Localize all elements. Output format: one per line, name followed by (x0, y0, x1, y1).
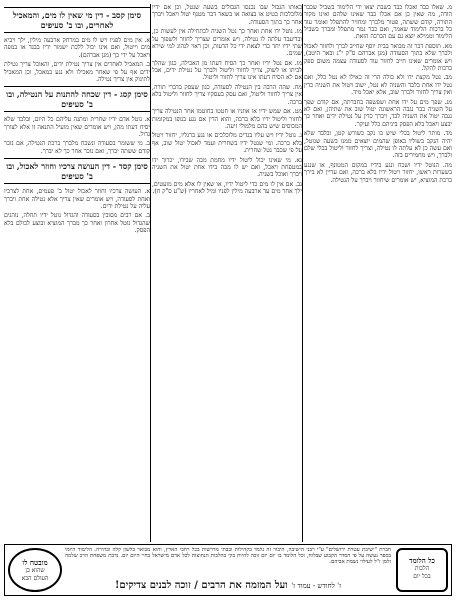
logo-line: העולם הבא (21, 575, 49, 582)
paragraph: באותו הגבול שבו נכנסו הגבולים בשעה שנטל, וכן אם ידיו מלוכלכות בטיט או בצואה או בשאר דבר מטנף יטול ויאכל ויברך אחר כך בתוך הסעודה. (152, 4, 302, 26)
footer-box (4, 544, 452, 596)
paragraph: א. העושה צרכיו וחוזר לאכול יטול ב' פעמים, אחת לצרכיו ואחת לסעודה, ויש אומרים שאין צריך אלא נטילה אחת ויברך עליה על נטילת ידים. (4, 188, 150, 210)
paragraph: מב. נטל מקצת ידו ולא כולה הרי זה כאילו לא נטל כלל, ואם נטל ידו אחת בלבד והשניה לא נטל, ישוב ויטול את השניה כדין ואין צריך לחזור ולברך שוב, אלא יאכל מיד. (304, 74, 452, 97)
logo-line: שהוא בן (25, 567, 45, 574)
paragraph: ב. אם רבים מסובין בסעודה והגדול נוטל ידיו תחלה, נוהגים שהגדול נוטל אחרון ואחר כך מברך המוציא ובוצע לכולם בלא הפסק. (4, 212, 150, 235)
paragraph: מה. הנוטל ידיו ושכח ונגע בידיו במקום המטונף, או שנגע בשערות ראשו, יחזור ויטול ידיו בלא ברכה, ואם עדיין לא בירך ברכת המוציא, יש אומרים שיחזור ויברך על הנטילה. (304, 161, 452, 184)
logo-line: כל הלומד (409, 556, 435, 565)
tagline-text: ועל המזמה את הרבים / זוכה לבנים צדיקים! (114, 580, 288, 591)
logo-line: מובטח לו (22, 558, 48, 567)
logo-line: הלכות (414, 565, 430, 572)
paragraph: א. אין מים לפניו ויש לו מים במרחק ארבעה מילין, ילך ויביא מים וייטול, ואם אינו יכול ללכת ישמור ידיו בבגד או במפה ויאכל על ידי כך (מגן אברהם). (4, 37, 150, 59)
paragraph: מו. נוטל ידו אחת ואחר כך נטל השניה לכתחילה אין לעשות כן, ובדיעבד עלתה לו נטילה, ויש אומרים שצריך לחזור ולשפוך על שתי ידיו יחד כדי לצאת ידי כל הדעות, וכן ראוי לנהוג למי שירא שמים. (152, 28, 302, 58)
section-heading: סימן קסג - דין שכחה להתנות על הנטילה, ובו ב' סעיפים (4, 86, 150, 112)
footer-text: חברת "ישיבת עטרת ירושלים" ע"י רבני הישיבה, חיבור זה נלמד בקהילות ובבתי מדרשות בכל רחבי הארץ, והוא מבואר בלשון קלה ובהירה. הלימוד היומי בספר נעשה על פי הסדר הקבוע שבלוח, וכל הלומד בו יום יום זוכה להיות בקי בהלכות הנחוצות לכל אדם מישראל בחיי היום יום. נדבת משפחת הרב שלמה זלמן ז"ל לעילוי נשמת אביהם. (65, 547, 391, 566)
paragraph: מא. תוספת דבר זה מבואר בבית יוסף שחייב לברך ולחזור לאכול ולברך שלא בתוך הסעודה (מגן אברהם ס"ק י"ג ובאר היטב), ויש אומרים שאינו חייב לחזור עוד לסעודה עצמה משום ספק ברכות להקל. (304, 42, 452, 72)
column-divider (302, 4, 303, 542)
paragraph: מט. אם שמש ידיו או אוזניו או חטטו בחוטמו אחר הנטילה צריך לחזור וליטול ידיו בלא ברכה, והוא הדין אם נגע בגופו במקומות המכוסים שיש בהם מלמולי זיעה. (152, 108, 302, 130)
document-page (4, 4, 452, 596)
logo-badge-left (8, 548, 62, 592)
paragraph: מד. מותר ליטול בכלי שיש בו נקב כשורש קטן, ובלבד שלא יהיה הנקב בשוליו באופן שהמים יוצאים ממנו בשעה שנוטל, ואם עשה כן לא עלתה לו נטילה, וצריך לחזור וליטול בכלי שלם ולברך, ויש מחמירים בזה. (304, 130, 452, 160)
paragraph: מח. שהה הרבה בין הנטילה לסעודה, כגון שעסק בדברי תורה, אין צריך לחזור וליטול, ואם עסק בעסקיו צריך לחזור וליטול בלא ברכה. (152, 84, 302, 106)
paragraph: מג. שפך מים על ידו אחת ושפשפה בחברתה, אם קודם שפך על השניה כבר נגבה הראשונה יטול שוב את שתיהן, ואם לא נגבה יטול את השניה לבד, ויברך כדין על נטילת ידים ואחר כך יבצע ויאכל בלא הפסק ביניהם כלל ועיקר. (304, 98, 452, 128)
section-heading: סימן קסב - דין מי שאין לו מים, והמאכיל לאחרים, ובו ב' סעיפים (4, 7, 150, 33)
logo-line: בכל יום (413, 573, 431, 580)
footer-tagline (65, 579, 391, 593)
column-left (4, 4, 150, 542)
column-divider (150, 4, 151, 542)
paragraph: מ. שאלו כבד ואכלו כבד בשבת יצאו ידי הלימוד בשביל שכבר הודה, מה שאין כן אם אכלו כבד שאינו שלהם ואינו מקור התורה, קודם ששתה, פטור מלברך ומחזיר להתפלל ואומר עוד כל ברכות הלימוד שאמר, ואם כבר גמר מתפלל ומברך בשביל הלימוד וממילא יוצא גם עם הברכה הזאת. (304, 4, 452, 41)
paragraph: מז. אם נטל ידיו ואחר כך הסיח דעתו מן האכילה, כגון שהלך לביתו או לשוק, צריך לחזור וליטול ולברך על נטילת ידים, אבל אם לא הסיח דעתו אינו צריך לחזור וליטול. (152, 59, 302, 82)
paragraph: ב. המאכיל לאחרים אין צריך נטילת ידים, והאוכל צריך נטילת ידים אף על פי שאחר מאכילו ולא נגע במאכל, וכן המאכיל לתינוק אין צריך נטילה. (4, 61, 150, 83)
column-right (304, 4, 452, 542)
page-ref: ז' לחודש - עמוד ז' (291, 582, 342, 590)
text-columns (4, 4, 452, 542)
paragraph: נא. מי שאינו יכול ליטול ידיו מחמת מכה שבידו, יכרוך ידו במטפחת ויאכל, ואם יש לו מכה בידו אחת יטול את השניה ויברך ואוכל בשניה. (152, 156, 302, 179)
paragraph: ב. מי ששומר בסעודה ונשכח מלברך ברכת הנטילה, אם נזכר קודם ששתה יברך, ואם נזכר אחר כך לא יברך. (4, 140, 150, 155)
section-heading: סימן קסד - דין העושה צרכיו וחוזר לאכול, ובו ב' סעיפים (4, 158, 150, 184)
paragraph: א. נוטל אדם ידיו שחרית ומתנה עליהם כל היום, ובלבד שלא יסיח דעתו מהן, ויש אומרים שאין מועיל התנאה זו אלא לצורך גדול. (4, 116, 150, 138)
paragraph: נב. אם אין לו מים כדי ליטול ידיו, או שאין לו אלא מים מועטים, ילך אחר מים עד ארבעה מילין לפניו ומיל לאחריו (ש"ע ס"ק ח). (152, 180, 302, 196)
column-middle (152, 4, 302, 542)
logo-badge-right (396, 548, 448, 592)
paragraph: נ. נוטל ידיו ויש עליו בגדים מלוכלכים או נגע ברגליו, יחזור ויטול בלא ברכה. ומי שנטל ידיו בשחרית ועמד לאכול יטול שוב, אף על פי שכבר נטל שחרית. (152, 132, 302, 155)
